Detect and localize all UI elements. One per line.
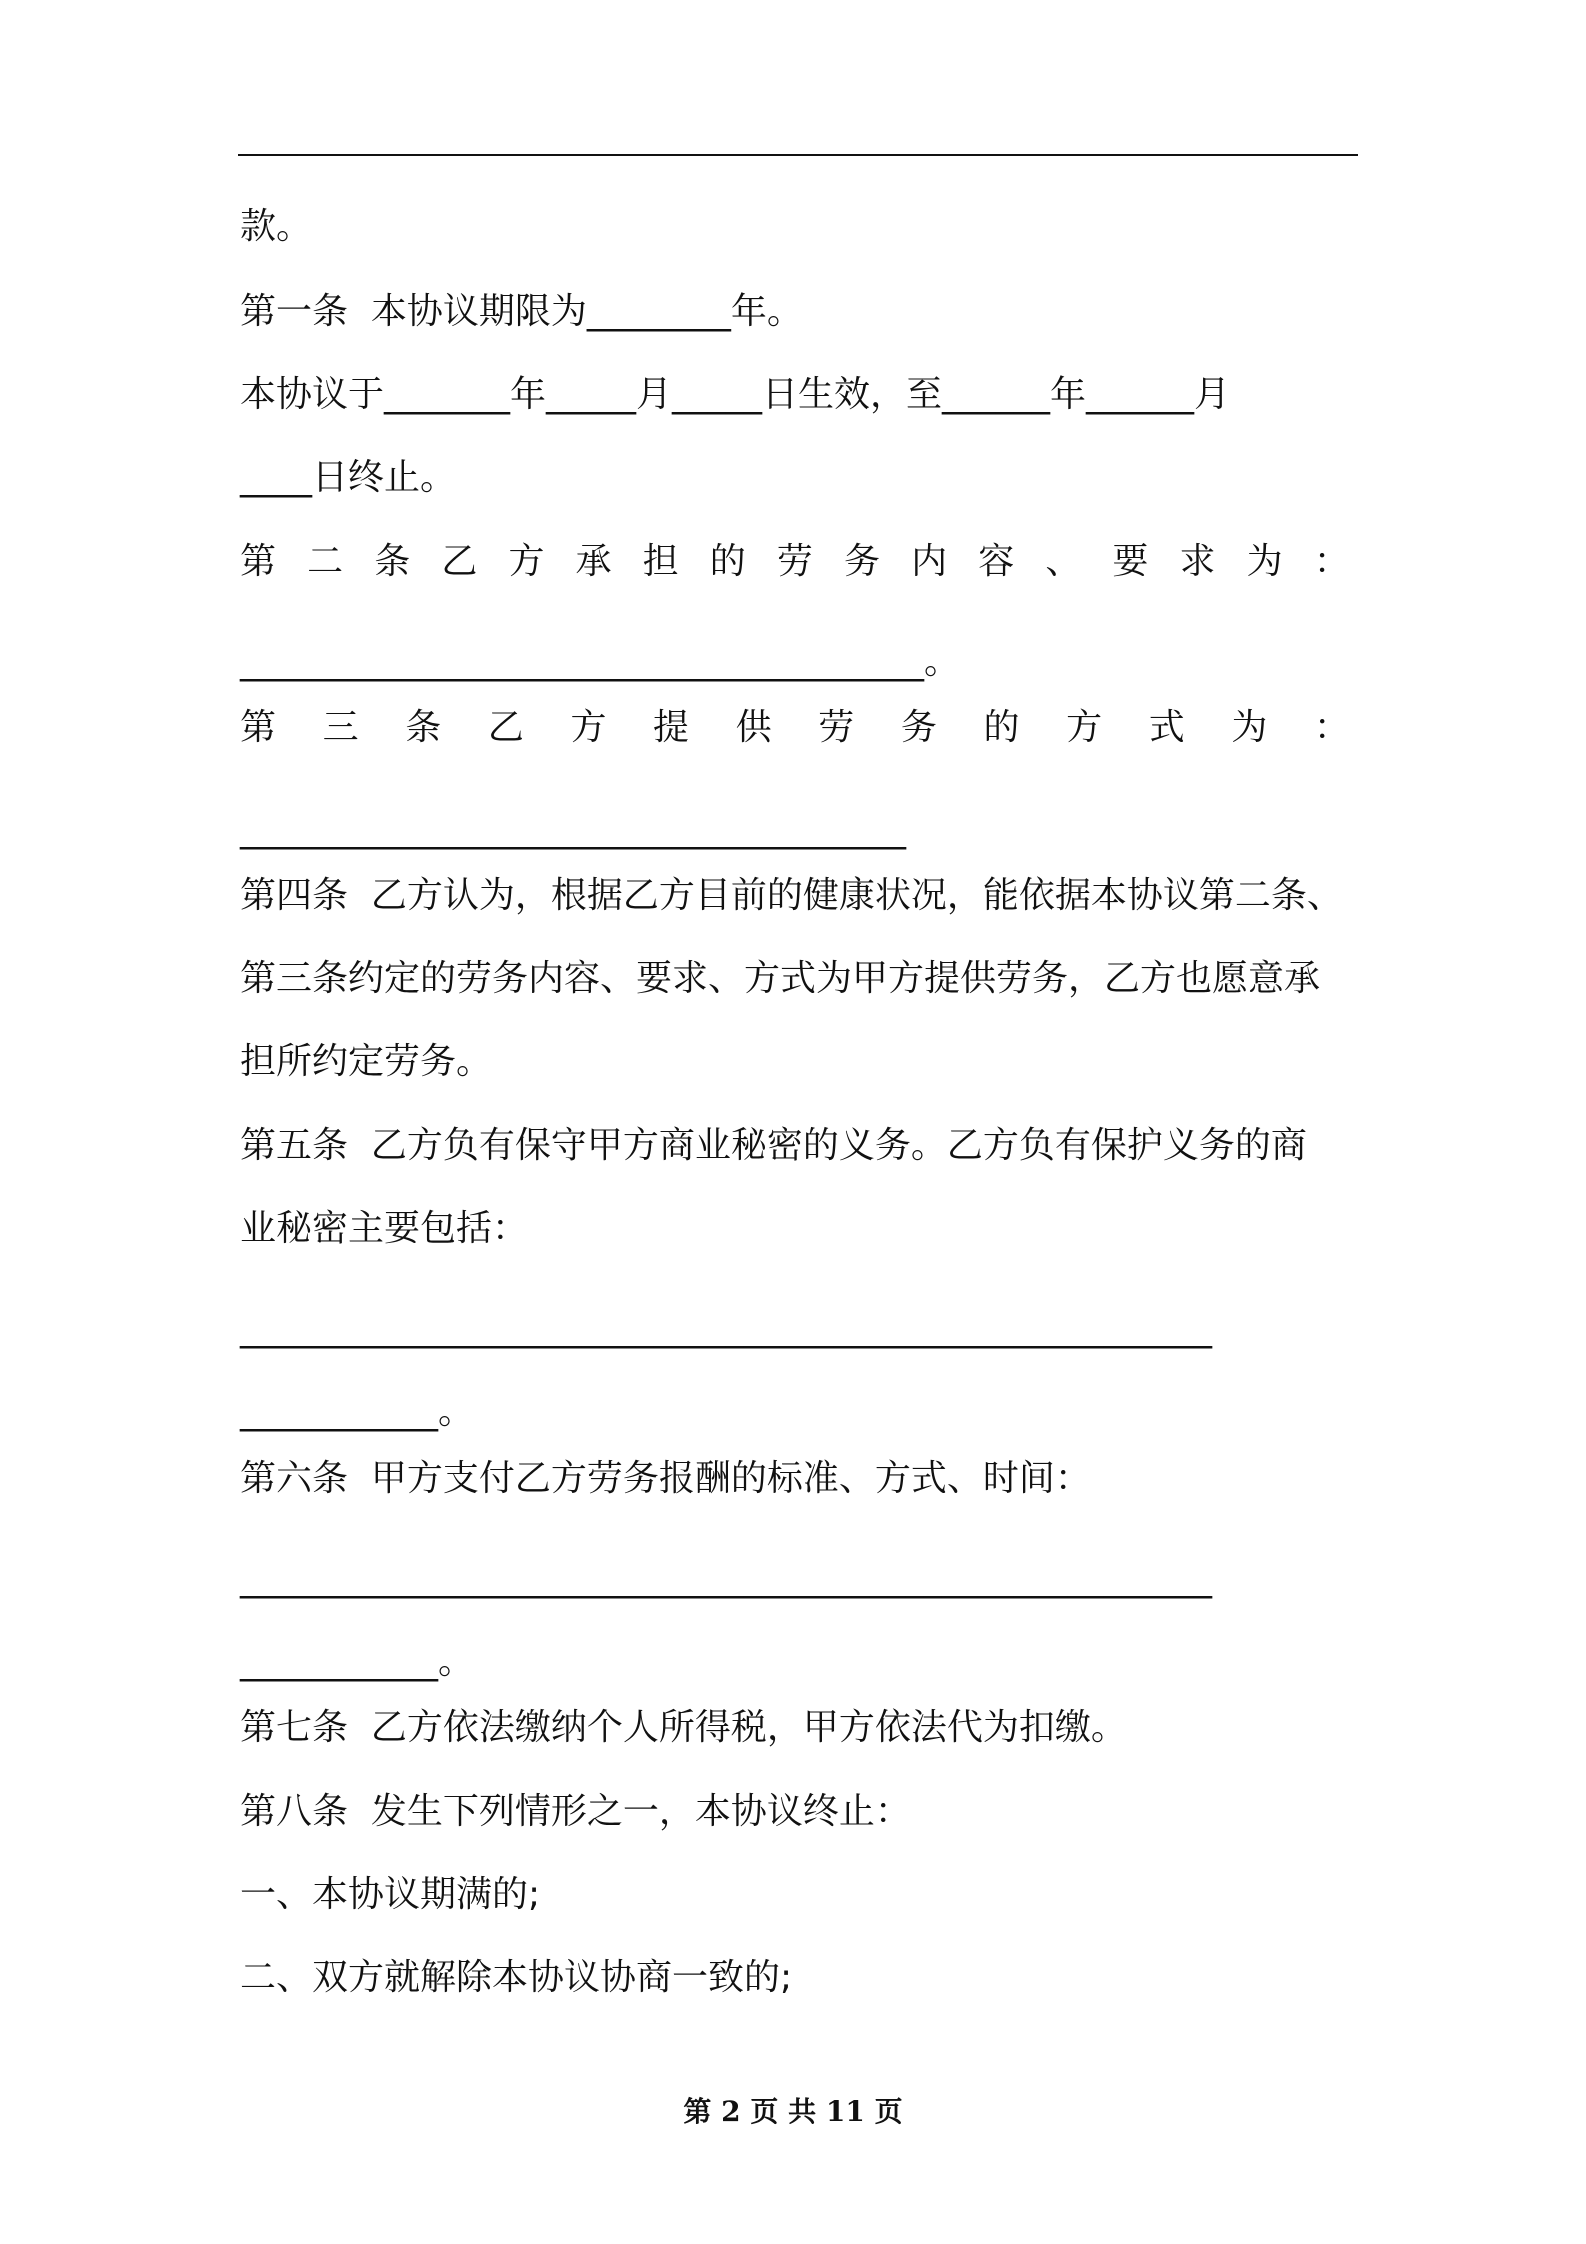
glyph: 提 bbox=[653, 707, 690, 748]
glyph: 担 bbox=[642, 541, 679, 582]
glyph: 务 bbox=[900, 707, 937, 748]
glyph: 容 bbox=[978, 541, 1015, 582]
glyph: 方 bbox=[570, 707, 607, 748]
termination-date-line: ____日终止。 bbox=[240, 457, 457, 498]
glyph: 务 bbox=[843, 541, 880, 582]
article-4-line-1: 第四条 乙方认为，根据乙方目前的健康状况，能依据本协议第二条、 bbox=[240, 875, 1343, 916]
glyph: 三 bbox=[322, 707, 359, 748]
text-line-1: 款。 bbox=[240, 206, 313, 247]
article-4-line-2: 第三条约定的劳务内容、要求、方式为甲方提供劳务，乙方也愿意承 bbox=[240, 958, 1321, 999]
glyph: 第 bbox=[240, 541, 277, 582]
glyph: 为 bbox=[1231, 707, 1268, 748]
article-5-blank-line-2: ___________。 bbox=[240, 1391, 475, 1432]
glyph: 的 bbox=[709, 541, 746, 582]
glyph: 条 bbox=[374, 541, 411, 582]
article-8-line: 第八条 发生下列情形之一，本协议终止： bbox=[240, 1791, 911, 1832]
glyph: 劳 bbox=[776, 541, 813, 582]
glyph: ： bbox=[1313, 707, 1350, 748]
article-4-line-3: 担所约定劳务。 bbox=[240, 1041, 493, 1082]
glyph: 为 bbox=[1246, 541, 1283, 582]
glyph: ： bbox=[1313, 541, 1350, 582]
header-rule bbox=[238, 154, 1358, 156]
article-6-blank-line-1: ______________________________________________________ bbox=[240, 1558, 1212, 1599]
glyph: 内 bbox=[911, 541, 948, 582]
glyph: 、 bbox=[1045, 541, 1082, 582]
article-7-line: 第七条 乙方依法缴纳个人所得税，甲方依法代为扣缴。 bbox=[240, 1707, 1127, 1748]
effective-date-line: 本协议于_______年_____月_____日生效，至______年______月 bbox=[240, 374, 1231, 415]
glyph: 劳 bbox=[818, 707, 855, 748]
glyph: 乙 bbox=[487, 707, 524, 748]
article-5-line-1: 第五条 乙方负有保守甲方商业秘密的义务。乙方负有保护义务的商 bbox=[240, 1125, 1307, 1166]
glyph: 要 bbox=[1112, 541, 1149, 582]
article-1-line: 第一条 本协议期限为________年。 bbox=[240, 291, 803, 332]
glyph: 供 bbox=[735, 707, 772, 748]
glyph: 的 bbox=[983, 707, 1020, 748]
glyph: 方 bbox=[508, 541, 545, 582]
glyph: 乙 bbox=[441, 541, 478, 582]
article-8-item-2: 二、双方就解除本协议协商一致的; bbox=[240, 1957, 793, 1998]
article-2-blank-line: ______________________________________。 bbox=[240, 641, 960, 682]
glyph: 方 bbox=[1066, 707, 1103, 748]
article-5-blank-line-1: ______________________________________________________ bbox=[240, 1308, 1212, 1349]
page-number: 第 2 页 共 11 页 bbox=[683, 2095, 903, 2128]
glyph: 第 bbox=[240, 707, 277, 748]
article-8-item-1: 一、本协议期满的; bbox=[240, 1874, 541, 1915]
article-6-blank-line-2: ___________。 bbox=[240, 1641, 475, 1682]
article-6-line: 第六条 甲方支付乙方劳务报酬的标准、方式、时间： bbox=[240, 1458, 1091, 1499]
glyph: 式 bbox=[1148, 707, 1185, 748]
article-3-line bbox=[240, 706, 1350, 750]
article-5-line-2: 业秘密主要包括： bbox=[240, 1208, 529, 1249]
glyph: 条 bbox=[405, 707, 442, 748]
article-3-blank-line: _____________________________________ bbox=[240, 809, 906, 850]
glyph: 承 bbox=[575, 541, 612, 582]
glyph: 求 bbox=[1179, 541, 1216, 582]
article-2-line bbox=[240, 540, 1350, 584]
glyph: 二 bbox=[307, 541, 344, 582]
